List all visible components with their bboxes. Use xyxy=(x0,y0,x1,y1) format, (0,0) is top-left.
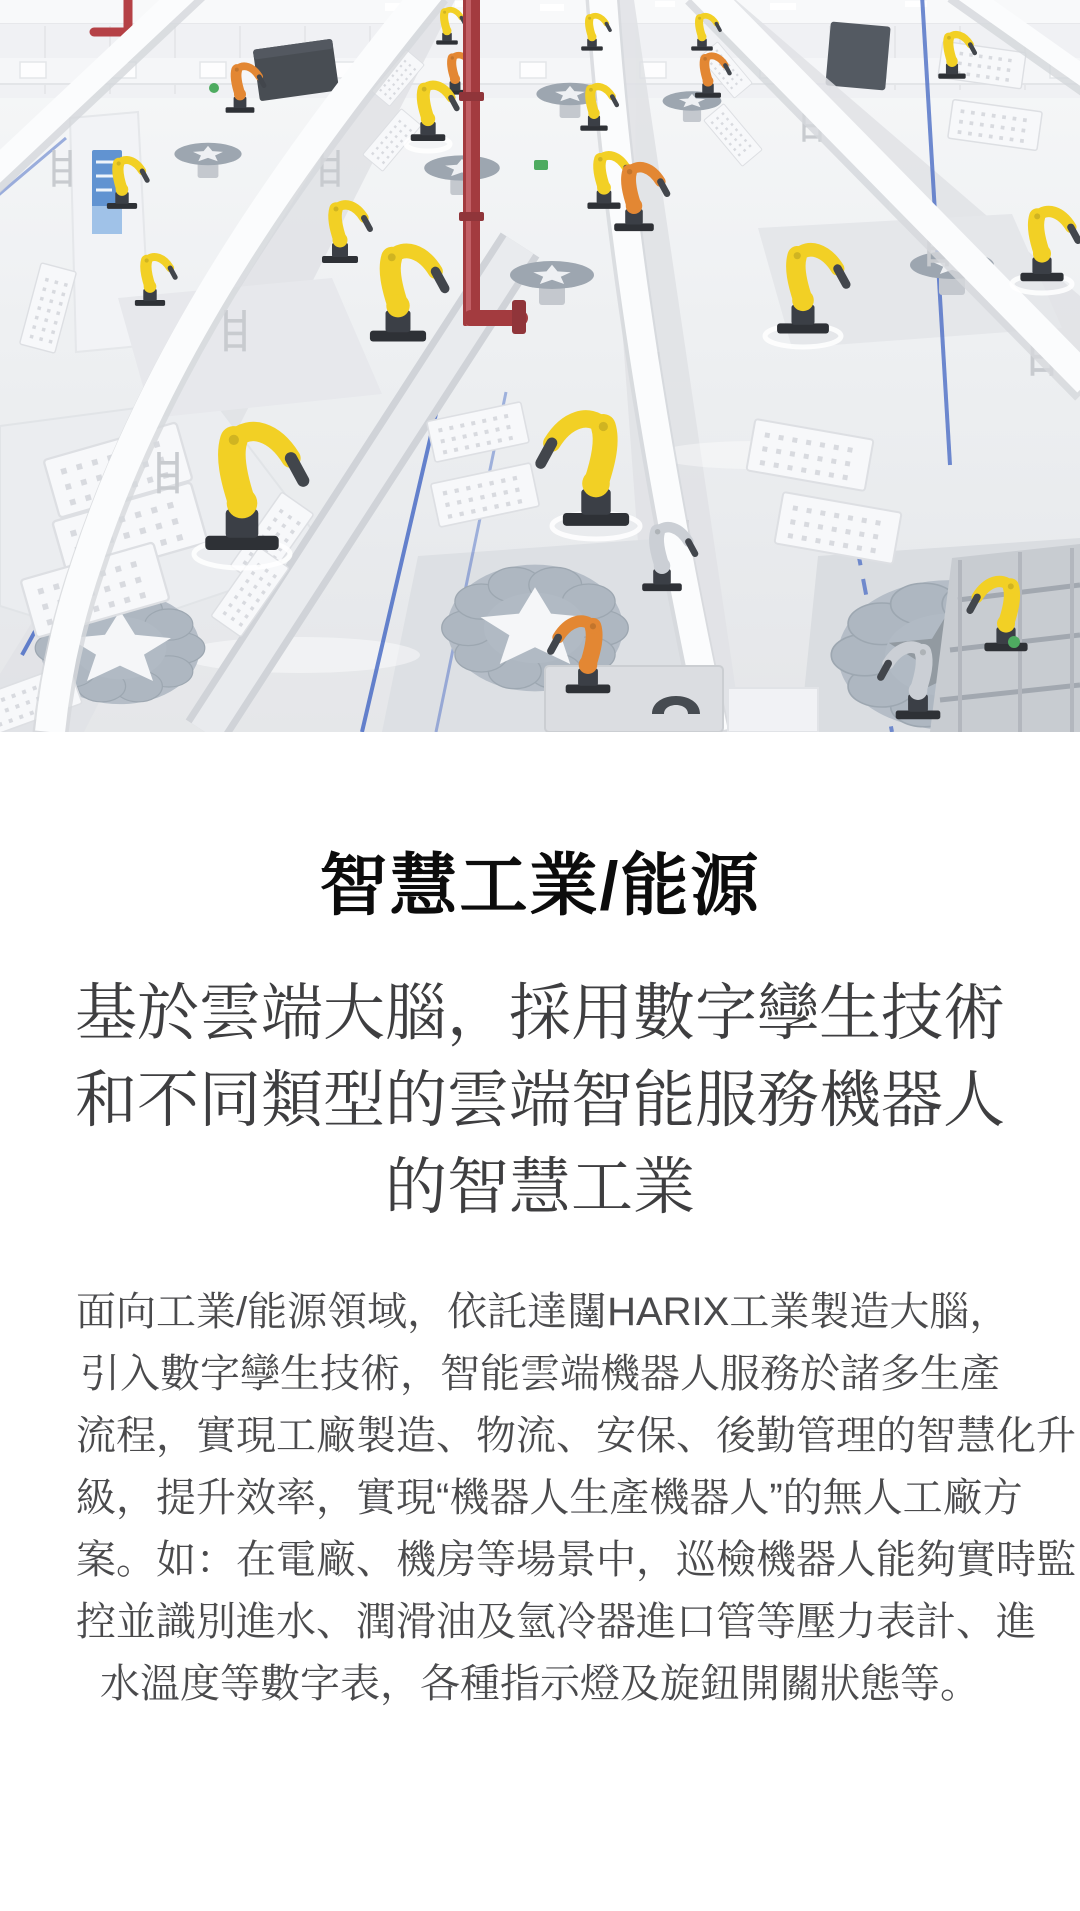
body-line: 案。如：在電廠、機房等場景中，巡檢機器人能夠實時監 xyxy=(76,1538,1076,1582)
subtitle-line: 基於雲端大腦，採用數字孿生技術 xyxy=(74,979,1005,1048)
body-paragraph xyxy=(0,1281,1080,1715)
hero-image xyxy=(0,0,1080,732)
body-line: 控並識別進水、潤滑油及氫冷器進口管等壓力表計、進 xyxy=(76,1600,1036,1644)
body-line: 流程，實現工廠製造、物流、安保、後勤管理的智慧化升 xyxy=(76,1414,1076,1458)
subtitle xyxy=(0,970,1080,1231)
body-line: 級，提升效率，實現“機器人生產機器人”的無人工廠方 xyxy=(76,1476,1023,1520)
haze-overlay xyxy=(0,0,1080,732)
body-line: 引入數字孿生技術，智能雲端機器人服務於諸多生產 xyxy=(80,1352,1000,1396)
smart-factory-illustration xyxy=(0,0,1080,732)
body-line: 面向工業/能源領域，依託達闥HARIX工業製造大腦， xyxy=(76,1290,1010,1334)
body-line: 水溫度等數字表，各種指示燈及旋鈕開關狀態等。 xyxy=(100,1662,980,1706)
subtitle-line: 和不同類型的雲端智能服務機器人 xyxy=(74,1066,1005,1135)
page-title: 智慧工業/能源 xyxy=(319,848,761,924)
subtitle-line: 的智慧工業 xyxy=(384,1153,695,1222)
